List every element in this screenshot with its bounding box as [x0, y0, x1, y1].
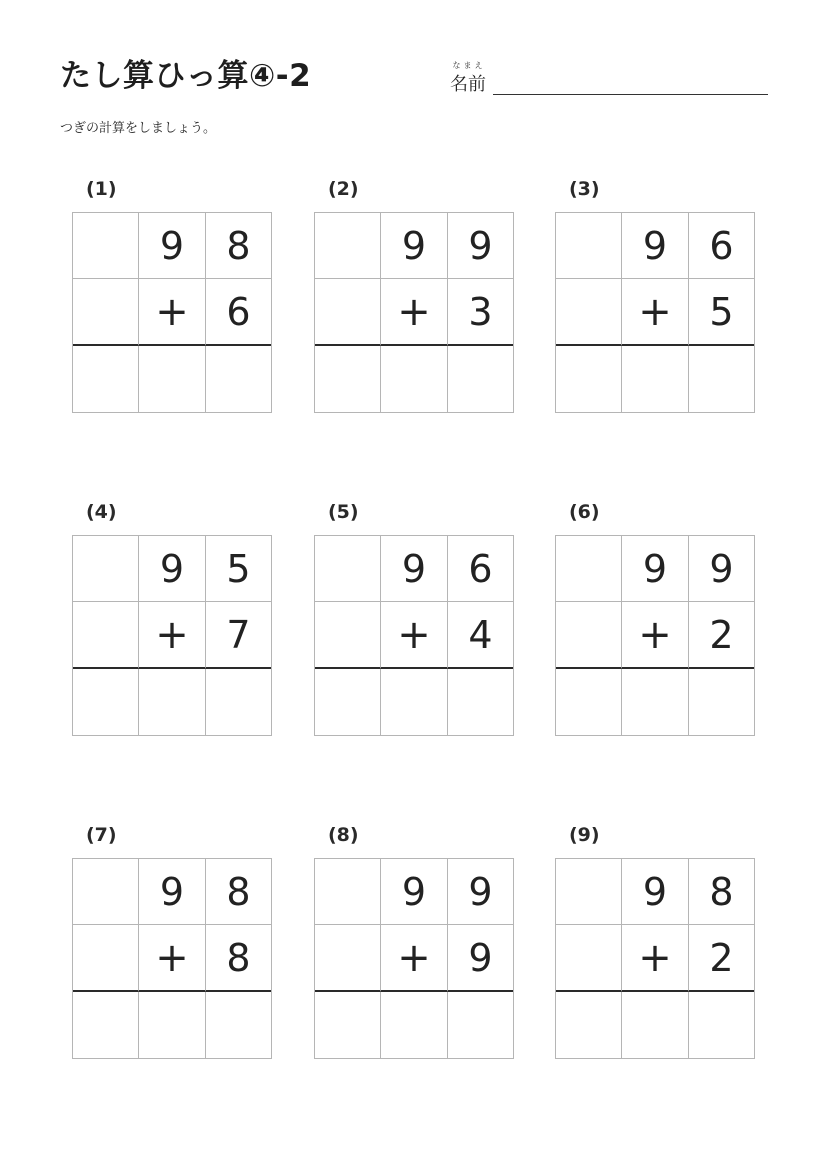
empty-cell — [556, 279, 622, 346]
problem-6 — [555, 501, 755, 741]
empty-cell — [73, 859, 139, 925]
top-tens-digit: 9 — [139, 859, 206, 925]
empty-cell — [556, 602, 622, 669]
plus-sign: + — [139, 602, 206, 669]
empty-cell — [73, 602, 139, 669]
plus-sign: + — [381, 925, 448, 992]
answer-tens-cell[interactable] — [381, 992, 448, 1058]
top-ones-digit: 8 — [206, 859, 271, 925]
problem-2 — [314, 178, 514, 418]
empty-cell — [73, 925, 139, 992]
bottom-ones-digit: 2 — [689, 925, 754, 992]
problem-number: (7) — [86, 824, 117, 846]
answer-ones-cell[interactable] — [206, 346, 271, 412]
plus-sign: + — [381, 279, 448, 346]
answer-tens-cell[interactable] — [139, 669, 206, 735]
empty-cell — [315, 859, 381, 925]
top-tens-digit: 9 — [139, 213, 206, 279]
answer-hundreds-cell[interactable] — [556, 669, 622, 735]
problem-9 — [555, 824, 755, 1064]
empty-cell — [315, 602, 381, 669]
top-tens-digit: 9 — [622, 213, 689, 279]
problem-grid — [314, 858, 514, 1059]
bottom-ones-digit: 3 — [448, 279, 513, 346]
top-ones-digit: 6 — [689, 213, 754, 279]
answer-tens-cell[interactable] — [622, 992, 689, 1058]
plus-sign: + — [139, 279, 206, 346]
top-tens-digit: 9 — [622, 859, 689, 925]
empty-cell — [315, 213, 381, 279]
problem-number: (8) — [328, 824, 359, 846]
answer-ones-cell[interactable] — [448, 669, 513, 735]
answer-tens-cell[interactable] — [139, 992, 206, 1058]
bottom-ones-digit: 6 — [206, 279, 271, 346]
empty-cell — [315, 925, 381, 992]
problem-grid — [72, 535, 272, 736]
empty-cell — [73, 279, 139, 346]
problem-8 — [314, 824, 514, 1064]
answer-tens-cell[interactable] — [381, 669, 448, 735]
problem-grid — [314, 212, 514, 413]
answer-hundreds-cell[interactable] — [315, 346, 381, 412]
answer-ones-cell[interactable] — [206, 669, 271, 735]
top-tens-digit: 9 — [622, 536, 689, 602]
top-ones-digit: 9 — [448, 213, 513, 279]
top-ones-digit: 8 — [689, 859, 754, 925]
problem-5 — [314, 501, 514, 741]
problem-number: (2) — [328, 178, 359, 200]
problem-grid — [72, 212, 272, 413]
answer-tens-cell[interactable] — [622, 669, 689, 735]
problem-number: (5) — [328, 501, 359, 523]
answer-ones-cell[interactable] — [689, 992, 754, 1058]
top-ones-digit: 9 — [448, 859, 513, 925]
answer-hundreds-cell[interactable] — [556, 992, 622, 1058]
name-write-line[interactable] — [493, 94, 768, 95]
top-ones-digit: 6 — [448, 536, 513, 602]
empty-cell — [315, 279, 381, 346]
top-ones-digit: 5 — [206, 536, 271, 602]
answer-ones-cell[interactable] — [206, 992, 271, 1058]
plus-sign: + — [622, 602, 689, 669]
problem-grid — [314, 535, 514, 736]
problem-number: (9) — [569, 824, 600, 846]
answer-ones-cell[interactable] — [689, 669, 754, 735]
bottom-ones-digit: 4 — [448, 602, 513, 669]
empty-cell — [315, 536, 381, 602]
problem-number: (1) — [86, 178, 117, 200]
problem-grid — [555, 212, 755, 413]
problem-grid — [72, 858, 272, 1059]
answer-tens-cell[interactable] — [139, 346, 206, 412]
answer-tens-cell[interactable] — [381, 346, 448, 412]
empty-cell — [556, 859, 622, 925]
answer-hundreds-cell[interactable] — [315, 669, 381, 735]
empty-cell — [73, 213, 139, 279]
answer-ones-cell[interactable] — [448, 992, 513, 1058]
answer-hundreds-cell[interactable] — [556, 346, 622, 412]
top-tens-digit: 9 — [381, 213, 448, 279]
empty-cell — [73, 536, 139, 602]
problem-4 — [72, 501, 272, 741]
plus-sign: + — [381, 602, 448, 669]
top-ones-digit: 9 — [689, 536, 754, 602]
top-tens-digit: 9 — [381, 536, 448, 602]
problem-7 — [72, 824, 272, 1064]
name-furigana: なまえ — [452, 61, 486, 70]
answer-hundreds-cell[interactable] — [73, 669, 139, 735]
plus-sign: + — [139, 925, 206, 992]
answer-hundreds-cell[interactable] — [315, 992, 381, 1058]
name-label: 名前 — [450, 74, 486, 95]
top-ones-digit: 8 — [206, 213, 271, 279]
answer-tens-cell[interactable] — [622, 346, 689, 412]
empty-cell — [556, 213, 622, 279]
plus-sign: + — [622, 279, 689, 346]
problem-number: (4) — [86, 501, 117, 523]
bottom-ones-digit: 8 — [206, 925, 271, 992]
bottom-ones-digit: 9 — [448, 925, 513, 992]
plus-sign: + — [622, 925, 689, 992]
bottom-ones-digit: 2 — [689, 602, 754, 669]
bottom-ones-digit: 5 — [689, 279, 754, 346]
problem-3 — [555, 178, 755, 418]
answer-hundreds-cell[interactable] — [73, 992, 139, 1058]
top-tens-digit: 9 — [381, 859, 448, 925]
top-tens-digit: 9 — [139, 536, 206, 602]
problem-number: (3) — [569, 178, 600, 200]
page-title: たし算ひっ算④-2 — [60, 58, 312, 94]
bottom-ones-digit: 7 — [206, 602, 271, 669]
empty-cell — [556, 536, 622, 602]
problem-number: (6) — [569, 501, 600, 523]
answer-hundreds-cell[interactable] — [73, 346, 139, 412]
problem-grid — [555, 535, 755, 736]
empty-cell — [556, 925, 622, 992]
answer-ones-cell[interactable] — [689, 346, 754, 412]
problem-grid — [555, 858, 755, 1059]
answer-ones-cell[interactable] — [448, 346, 513, 412]
problem-1 — [72, 178, 272, 418]
instruction-text: つぎの計算をしましょう。 — [60, 121, 217, 136]
